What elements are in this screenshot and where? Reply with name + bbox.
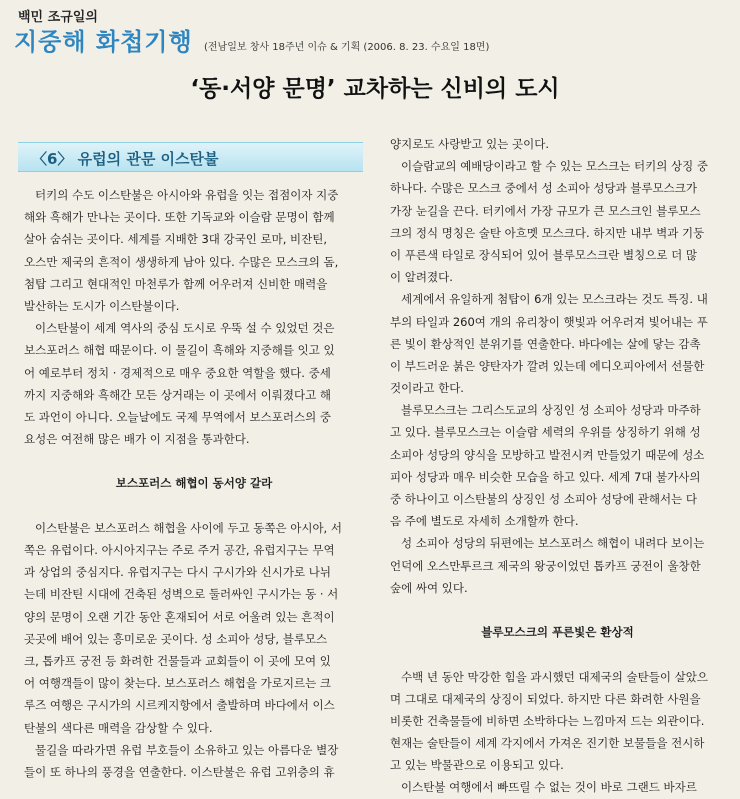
text-line: 피아 성당과 매우 비슷한 모습을 하고 있다. 세계 7대 불가사의 bbox=[390, 469, 701, 484]
text-line: 쪽은 유럽이다. 아시아지구는 주로 주거 공간, 유럽지구는 무역 bbox=[24, 543, 335, 557]
text-line: 이 알려졌다. bbox=[390, 270, 453, 285]
text-line: 요성은 여전해 많은 배가 이 지점을 통과한다. bbox=[24, 432, 250, 447]
section-heading: 〈6〉 유럽의 관문 이스탄불 bbox=[32, 150, 219, 168]
text-line bbox=[24, 495, 364, 517]
text-line: 오스만 제국의 흔적이 생생하게 남아 있다. 수많은 모스크의 돔, bbox=[24, 254, 339, 269]
text-line: 곳곳에 배어 있는 흥미로운 곳이다. 성 소피아 성당, 블루모스 bbox=[24, 631, 328, 646]
text-line: 수백 년 동안 막강한 힘을 과시했던 대제국의 술탄들이 살았으 bbox=[401, 669, 708, 684]
text-line: 이 푸른색 타일로 장식되어 있어 블루모스크란 별칭으로 더 많 bbox=[390, 247, 697, 262]
text-line: 과 상업의 중심지다. 유럽지구는 다시 구시가와 신시가로 나뉘 bbox=[24, 565, 331, 580]
text-line: 터키의 수도 이스탄불은 아시아와 유럽을 잇는 접점이자 지중 bbox=[35, 188, 339, 202]
text-line: 것이라고 한다. bbox=[390, 381, 464, 396]
text-line: 살아 숨쉬는 곳이다. 세계를 지배한 3대 강국인 로마, 비잔틴, bbox=[24, 232, 328, 247]
text-line: 세계에서 유일하게 첨탑이 6개 있는 모스크라는 것도 특징. 내 bbox=[401, 292, 708, 307]
text-line: 하나다. 수많은 모스크 중에서 성 소피아 성당과 블루모스크가 bbox=[390, 181, 697, 196]
text-line: 가장 눈길을 끈다. 터키에서 가장 규모가 큰 모스크인 블루모스 bbox=[390, 203, 701, 218]
text-line: 음 주에 별도로 자세히 소개할까 한다. bbox=[390, 514, 579, 529]
text-line: 도 과언이 아니다. 오늘날에도 국제 무역에서 보스포러스의 중 bbox=[24, 409, 331, 424]
text-line: 른 빛이 환상적인 분위기를 연출한다. 바다에는 살에 닿는 감촉 bbox=[390, 336, 701, 351]
text-line: 해와 흑해가 만나는 곳이다. 또한 기독교와 이슬람 문명이 함께 bbox=[24, 210, 335, 225]
text-line: 이슬람교의 예배당이라고 할 수 있는 모스크는 터키의 상징 중 bbox=[401, 159, 708, 174]
left-column bbox=[24, 184, 364, 783]
text-line bbox=[24, 450, 364, 472]
text-line: 어 여행객들이 많이 찾는다. 보스포러스 해협을 가로지르는 크 bbox=[24, 676, 331, 691]
text-line: 현재는 술탄들이 세계 각지에서 가져온 진기한 보물들을 전시하 bbox=[390, 736, 705, 751]
text-line: 고 있다. 블루모스크는 이슬람 세력의 우위를 상징하기 위해 성 bbox=[390, 425, 701, 440]
text-line: 이스탄불은 보스포러스 해협을 사이에 두고 동쪽은 아시아, 서 bbox=[35, 520, 342, 535]
text-line: 어 예로부터 정치 · 경제적으로 매우 중요한 역할을 했다. 중세 bbox=[24, 365, 331, 380]
text-line: 성 소피아 성당의 뒤편에는 보스포러스 해협이 내려다 보이는 bbox=[401, 536, 705, 551]
text-line: 까지 지중해와 흑해간 모든 상거래는 이 곳에서 이뤄졌다고 해 bbox=[24, 387, 331, 402]
text-line: 며 그대로 대제국의 상징이 되었다. 하지만 다른 화려한 사원을 bbox=[390, 691, 701, 706]
text-line: 탄불의 색다른 매력을 감상할 수 있다. bbox=[24, 720, 213, 735]
text-line bbox=[390, 599, 725, 621]
article-title: ‘동·서양 문명’ 교차하는 신비의 도시 bbox=[190, 76, 560, 102]
text-line: 부의 타일과 260여 개의 유리창이 햇빛과 어우러져 빛어내는 푸 bbox=[390, 314, 708, 329]
series-info: (전남일보 창사 18주년 이슈 & 기획 (2006. 8. 23. 수요일 18면) bbox=[204, 42, 490, 53]
text-line: 발산하는 도시가 이스탄불이다. bbox=[24, 298, 180, 313]
text-line: 이스탄불 여행에서 빠뜨릴 수 없는 것이 바로 그랜드 바자르 bbox=[401, 780, 697, 795]
text-line: 중 하나이고 이스탄불의 상징인 성 소피아 성당에 관해서는 다 bbox=[390, 492, 697, 506]
text-line: 보스포러스 해협 때문이다. 이 물길이 흑해와 지중해를 잇고 있 bbox=[24, 343, 335, 358]
text-line: 양지로도 사랑받고 있는 곳이다. bbox=[390, 137, 550, 151]
text-line: 는데 비잔틴 시대에 건축된 성벽으로 둘러싸인 구시가는 동 · 서 bbox=[24, 587, 339, 602]
text-line: 소피아 성당의 양식을 모방하고 발전시켜 만들었기 때문에 성소 bbox=[390, 447, 705, 462]
series-name: 지중해 화첩기행 bbox=[14, 27, 193, 56]
text-line: 양의 문명이 오랜 기간 동안 혼재되어 서로 어울려 있는 흔적이 bbox=[24, 609, 335, 624]
text-line: 비롯한 건축물들에 비하면 소박하다는 느낌마저 드는 외관이다. bbox=[390, 713, 705, 728]
text-line: 크의 정식 명칭은 술탄 아흐멧 모스크다. 하지만 내부 벽과 기둥 bbox=[390, 225, 705, 240]
text-line: 첨탑 그리고 현대적인 마천루가 함께 어우러져 신비한 매력을 bbox=[24, 276, 328, 291]
text-line: 언덕에 오스만투르크 제국의 왕궁이었던 톱카프 궁전이 울창한 bbox=[390, 558, 701, 573]
text-line: 고 있는 박물관으로 이용되고 있다. bbox=[390, 758, 564, 773]
text-line: 물길을 따라가면 유럽 부호들이 소유하고 있는 아름다운 별장 bbox=[35, 742, 339, 757]
right-column bbox=[390, 133, 725, 799]
series-author: 백민 조규일의 bbox=[18, 10, 98, 25]
text-line: 숲에 싸여 있다. bbox=[390, 580, 468, 595]
text-line bbox=[390, 643, 725, 665]
subheading: 보스포러스 해협이 동서양 갈라 bbox=[115, 476, 273, 491]
text-line: 들이 또 하나의 풍경을 연출한다. 이스탄불은 유럽 고위층의 휴 bbox=[24, 764, 335, 779]
text-line: 이 부드러운 붉은 양탄자가 깔려 있는데 에디오피아에서 선물한 bbox=[390, 358, 705, 373]
text-line: 루즈 여행은 구시가의 시르케지항에서 출발하며 바다에서 이스 bbox=[24, 698, 335, 713]
text-line: 크, 톱카프 궁전 등 화려한 건물들과 교회들이 이 곳에 모여 있 bbox=[24, 653, 331, 668]
series-header bbox=[14, 6, 732, 56]
subheading: 블루모스크의 푸른빛은 환상적 bbox=[481, 625, 634, 640]
section-heading-bar bbox=[18, 142, 363, 172]
text-line: 블루모스크는 그리스도교의 상징인 성 소피아 성당과 마주하 bbox=[401, 403, 701, 418]
text-line: 이스탄불이 세계 역사의 중심 도시로 우뚝 설 수 있었던 것은 bbox=[35, 321, 335, 336]
